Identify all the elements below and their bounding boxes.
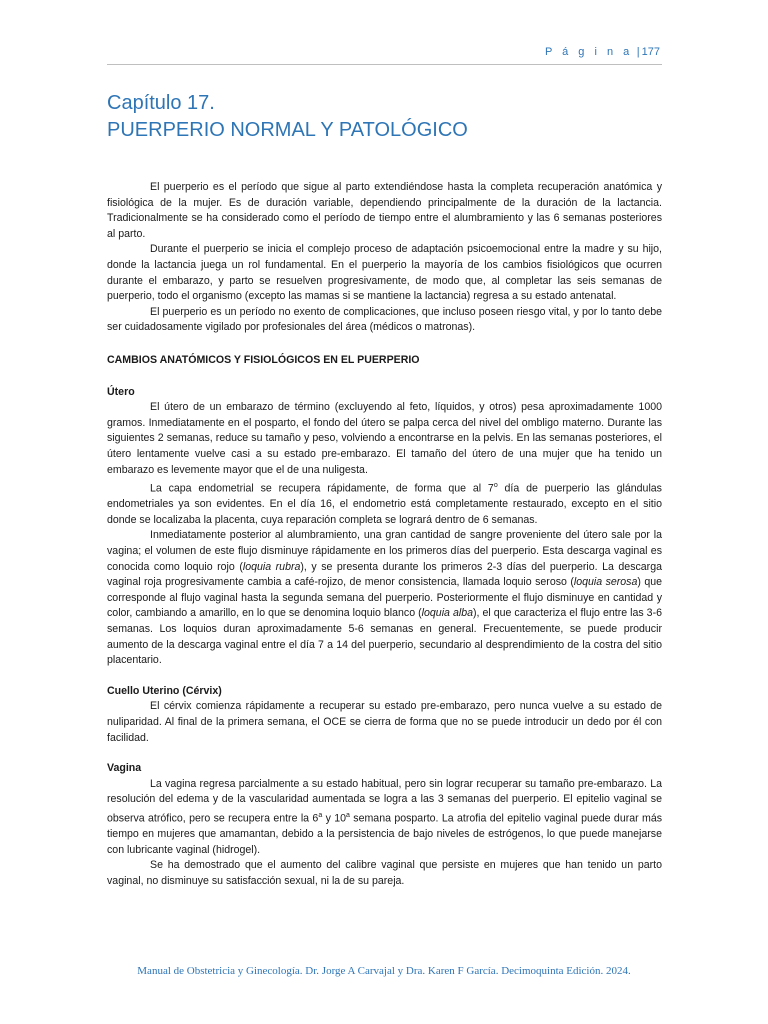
subsection-cervix-heading: Cuello Uterino (Cérvix) (107, 684, 222, 697)
intro-paragraph-2: Durante el puerperio se inicia el complejo proceso de adaptación psicoemocional entre la madre y su hijo, donde la lactancia juega un rol fundamental. En el puerperio la mayoría de los cambios fisiológicos que ocurren durante el embarazo, y parto se resuelven progresivamente, de modo que, al completar las seis semanas de puerperio, todo el organismo (excepto las mamas si se mantiene la lactancia) regresa a su estado antenatal. (107, 243, 662, 303)
page-label: P á g i n a (544, 46, 633, 58)
chapter-number: Capítulo 17. (107, 92, 215, 114)
vagina-paragraph-1: La vagina regresa parcialmente a su estado habitual, pero sin lograr recuperar su tamaño pre-embarazo. La resolución del edema y de la vascularidad aumentada se logra a las 3 semanas del puerperio. El epitelio vaginal se observa atrófico, pero se recupera entre la 6$^a$ y 10$^a$ semana posparto. La atrofia del epitelio vaginal puede durar más tiempo en mujeres que amamantan, debido a la persistencia de bajo niveles de estrógenos, lo que puede manejarse con lubricante vaginal (hidrogel). (107, 777, 663, 856)
header-separator: | (636, 46, 640, 58)
vagina-paragraph-2: Se ha demostrado que el aumento del calibre vaginal que persiste en mujeres que han tenido un parto vaginal, no disminuye su satisfacción sexual, ni la de su pareja. (107, 859, 662, 887)
utero-paragraph-2: La capa endometrial se recupera rápidamente, de forma que al 7$^o$ día de puerperio las glándulas endometriales ya son evidentes. En el día 16, el endometrio está completamente restaurado, excepto en el sitio donde se localizaba la placenta, cuya reparación completa se logrará dentro de 6 semanas. (107, 482, 662, 526)
intro-paragraph-3: El puerperio es un período no exento de complicaciones, que incluso poseen riesgo vital, y por lo tanto debe ser cuidadosamente vigilado por profesionales del área (médicos o matronas). (107, 305, 662, 334)
intro-paragraph-1: El puerperio es el período que sigue al parto extendiéndose hasta la completa recuperación anatómica y fisiológica de la mujer. Es de duración variable, dependiendo principalmente de la duración de la lactancia. Tradicionalmente se ha considerado como el período de tiempo entre el alumbramiento y las 6 semanas posteriores al parto. (107, 181, 662, 240)
chapter-title: PUERPERIO NORMAL Y PATOLÓGICO (107, 119, 468, 141)
page-number: 177 (641, 46, 660, 58)
utero-paragraph-1: El útero de un embarazo de término (excluyendo al feto, líquidos, y otros) pesa aproximadamente 1000 gramos. Inmediatamente en el posparto, el fondo del útero se palpa cerca del nivel del ombligo materno. Durante las siguientes 2 semanas, reduce su tamaño y peso, volviendo a encontrarse en la pelvis. En las semanas posteriores, el útero lentamente vuelve casi a su estado pre-embarazo. El tamaño del útero de una mujer que ha tenido un embarazo es levemente mayor que el de una nuligesta. (107, 401, 662, 476)
utero-paragraph-3: Inmediatamente posterior al alumbramiento, una gran cantidad de sangre proveniente del útero sale por la vagina; el volumen de este flujo disminuye rápidamente en los primeros días del puerperio. Esta descarga vaginal es conocida como loquio rojo (loquia rubra), y se presenta durante los primeros 2-3 días del puerperio. La descarga vaginal roja progresivamente cambia a café-rojizo, de menor consistencia, llamada loquio seroso (loquia serosa) que corresponde al flujo vaginal hasta la segunda semana del puerperio. Posteriormente el flujo disminuye en cantidad y color, cambiando a amarillo, en lo que se denomina loquio blanco (loquia alba), el que caracteriza el flujo entre las 3-6 semanas. Los loquios duran aproximadamente 5-6 semanas en general. Frecuentemente, se puede producir aumento de la descarga vaginal entre el día 7 a 14 del puerperio, secundario al desprendimiento de la costra del sitio placentario. (107, 529, 663, 667)
cervix-paragraph-1: El cérvix comienza rápidamente a recuperar su estado pre-embarazo, pero nunca vuelve a su estado de nuliparidad. Al final de la primera semana, el OCE se cierra de forma que no se puede introducir un dedo por él con facilidad. (107, 700, 662, 744)
page-content (107, 180, 662, 889)
subsection-utero-heading: Útero (107, 385, 135, 398)
header-divider (107, 64, 662, 65)
page-header (545, 46, 660, 58)
chapter-heading (107, 90, 667, 144)
subsection-vagina-heading: Vagina (107, 762, 142, 775)
section-title: CAMBIOS ANATÓMICOS Y FISIOLÓGICOS EN EL PUERPERIO (107, 353, 420, 366)
page-footer: Manual de Obstetricia y Ginecología. Dr. Jorge A Carvajal y Dra. Karen F García. Decimoquinta Edición. 2024. (137, 965, 631, 977)
